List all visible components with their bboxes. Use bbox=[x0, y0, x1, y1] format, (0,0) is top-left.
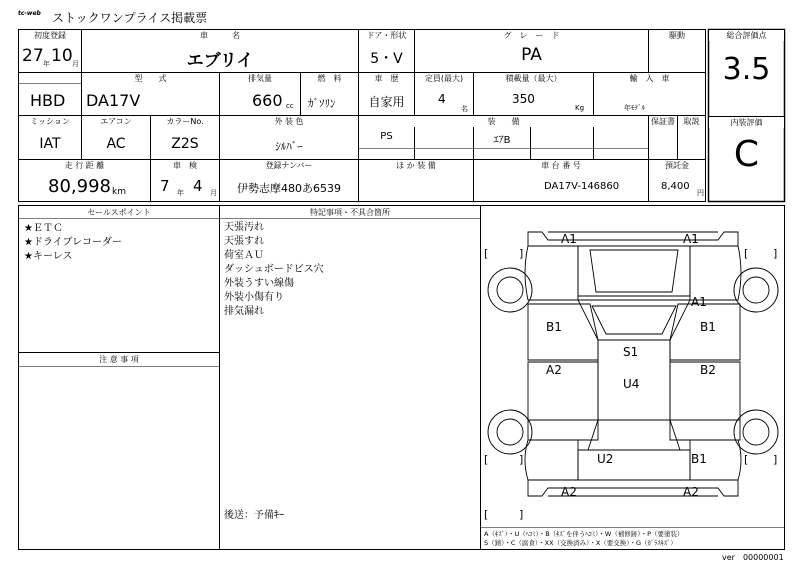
version-number: ver 00000001 bbox=[722, 553, 784, 562]
car-name: エブリイ bbox=[186, 51, 254, 71]
header-sales-points: セールスポイント bbox=[19, 207, 219, 218]
load-unit: Kg bbox=[575, 104, 585, 112]
sales-point-item: ★キーレス bbox=[24, 251, 73, 262]
bracket-close: ] bbox=[519, 247, 524, 260]
bracket-close: ] bbox=[773, 453, 778, 466]
header-import: 輸 入 車 bbox=[594, 73, 705, 84]
equipment-airbag: ｴｱB bbox=[493, 135, 511, 146]
header-remarks: 特記事項・不具合箇所 bbox=[220, 207, 480, 218]
header-deposit: 預託金 bbox=[649, 160, 705, 171]
remark-item: ダッシュボードビス穴 bbox=[224, 264, 324, 275]
header-mission: ミッション bbox=[19, 116, 81, 127]
header-chassis-no: 車 台 番 号 bbox=[474, 160, 648, 171]
deposit-unit: 円 bbox=[697, 189, 704, 197]
month-unit: 月 bbox=[72, 60, 79, 68]
model-code: DA17V bbox=[86, 91, 141, 110]
damage-label: B1 bbox=[700, 320, 716, 334]
header-color-no: カラーNo. bbox=[151, 116, 219, 127]
header-notes: 注 意 事 項 bbox=[19, 354, 219, 365]
remark-item: 排気漏れ bbox=[224, 306, 264, 317]
capacity: 4 bbox=[438, 92, 446, 106]
header-other-equipment: ほ か 装 備 bbox=[359, 160, 473, 171]
damage-label: B1 bbox=[546, 320, 562, 334]
header-overall-score: 総合評価点 bbox=[709, 30, 784, 41]
header-mileage: 走 行 距 離 bbox=[19, 160, 150, 171]
model-prefix: HBD bbox=[30, 91, 66, 110]
header-aircon: エアコン bbox=[82, 116, 150, 127]
damage-label: A1 bbox=[691, 295, 707, 309]
bracket-open: [ bbox=[484, 453, 489, 466]
displacement: 660 bbox=[252, 91, 283, 110]
header-displacement: 排気量 bbox=[220, 73, 300, 84]
sales-point-item: ★ＥＴＣ bbox=[24, 223, 63, 234]
damage-label: S1 bbox=[623, 345, 639, 359]
mileage: 80,998 bbox=[48, 176, 111, 197]
deposit: 8,400 bbox=[661, 181, 690, 192]
damage-label: A1 bbox=[683, 232, 699, 246]
history: 自家用 bbox=[368, 95, 405, 109]
capacity-unit: 名 bbox=[461, 105, 468, 113]
header-grade: グ レ ー ド bbox=[415, 30, 648, 41]
bracket-close: ] bbox=[773, 247, 778, 260]
damage-label: U4 bbox=[623, 377, 640, 391]
exterior-color: ｼﾙﾊﾞｰ bbox=[275, 140, 303, 153]
mission: IAT bbox=[39, 136, 61, 152]
header-door-shape: ドア・形状 bbox=[359, 30, 414, 41]
aircon: AC bbox=[106, 136, 126, 152]
registration-plate: 伊勢志摩480あ6539 bbox=[237, 182, 341, 195]
damage-label: A2 bbox=[683, 485, 699, 499]
header-drive: 駆動 bbox=[649, 30, 705, 41]
remark-item: 天張すれ bbox=[224, 236, 264, 247]
damage-label: A1 bbox=[561, 232, 577, 246]
inspection-month-unit: 月 bbox=[210, 189, 217, 197]
remark-item: 天張汚れ bbox=[224, 222, 264, 233]
sales-point-item: ★ドライブレコーダー bbox=[24, 237, 122, 248]
remark-item: 外装うすい線傷 bbox=[224, 278, 294, 289]
header-equipment: 装 備 bbox=[359, 116, 648, 127]
header-car-name: 車 名 bbox=[82, 30, 358, 41]
sheet-title: ストックワンプライス掲載票 bbox=[52, 11, 208, 25]
year-unit: 年 bbox=[43, 60, 50, 68]
damage-label: B2 bbox=[700, 363, 716, 377]
damage-legend bbox=[484, 530, 684, 548]
color-no: Z2S bbox=[171, 136, 199, 152]
header-history: 車 歴 bbox=[359, 73, 414, 84]
remark-item: 荷室ＡＵ bbox=[224, 250, 264, 261]
displacement-unit: cc bbox=[286, 102, 294, 110]
legend-line: S（錆）・C（腐食）・XX（交換済み）・X（要交換）・G（ｶﾞﾗｽｷｽﾞ） bbox=[484, 539, 677, 547]
sales-points-list bbox=[24, 222, 122, 264]
door-shape: 5・V bbox=[370, 51, 403, 67]
legend-line: A（ｷｽﾞ）・U（ﾍｺﾐ）・B（ｷｽﾞを伴うﾍｺﾐ）・W（補修跡）・P（要塗装） bbox=[484, 530, 684, 538]
car-damage-diagram bbox=[488, 232, 778, 496]
bracket-open: [ bbox=[484, 508, 489, 521]
fuel: ｶﾞｿﾘﾝ bbox=[308, 97, 336, 110]
overall-score: 3.5 bbox=[722, 52, 771, 87]
bracket-open: [ bbox=[744, 453, 749, 466]
inspection-year-unit: 年 bbox=[177, 189, 184, 197]
header-manual: 取説 bbox=[678, 116, 705, 127]
first-reg-month: 10 bbox=[51, 46, 73, 66]
first-reg-year: 27 bbox=[22, 46, 44, 66]
damage-label: A2 bbox=[561, 485, 577, 499]
import-model-year: 年ﾓﾃﾞﾙ bbox=[624, 104, 645, 112]
header-first-registration: 初度登録 bbox=[19, 30, 81, 41]
header-capacity: 定員(最大) bbox=[415, 73, 473, 84]
header-plate: 登録ナンバー bbox=[220, 160, 358, 171]
equipment-ps: PS bbox=[380, 131, 393, 142]
header-interior-score: 内装評価 bbox=[709, 117, 784, 128]
bracket-open: [ bbox=[744, 247, 749, 260]
interior-score: C bbox=[733, 134, 760, 175]
header-fuel: 燃 料 bbox=[301, 73, 358, 84]
chassis-number: DA17V-146860 bbox=[544, 181, 620, 192]
header-exterior-color: 外 装 色 bbox=[220, 116, 358, 127]
bracket-close: ] bbox=[519, 508, 524, 521]
header-load: 積載量（最大） bbox=[474, 73, 593, 84]
load: 350 bbox=[512, 92, 535, 106]
remark-item: 外装小傷有り bbox=[224, 292, 284, 303]
damage-label: B1 bbox=[691, 452, 707, 466]
remarks-list bbox=[224, 221, 324, 319]
header-model: 型 式 bbox=[82, 73, 219, 84]
header-inspection: 車 検 bbox=[151, 160, 219, 171]
bracket-open: [ bbox=[484, 247, 489, 260]
damage-label: A2 bbox=[546, 363, 562, 377]
inspection-month: 4 bbox=[193, 177, 203, 195]
header-warranty: 保証書 bbox=[651, 117, 675, 126]
bracket-close: ] bbox=[519, 453, 524, 466]
damage-label: U2 bbox=[597, 452, 614, 466]
brand-logo: tc-web bbox=[18, 10, 41, 17]
inspection-year: 7 bbox=[160, 177, 170, 195]
mileage-unit: km bbox=[112, 187, 126, 197]
remarks-footer: 後送：予備ｷｰ bbox=[224, 510, 284, 521]
grade: PA bbox=[521, 45, 542, 65]
